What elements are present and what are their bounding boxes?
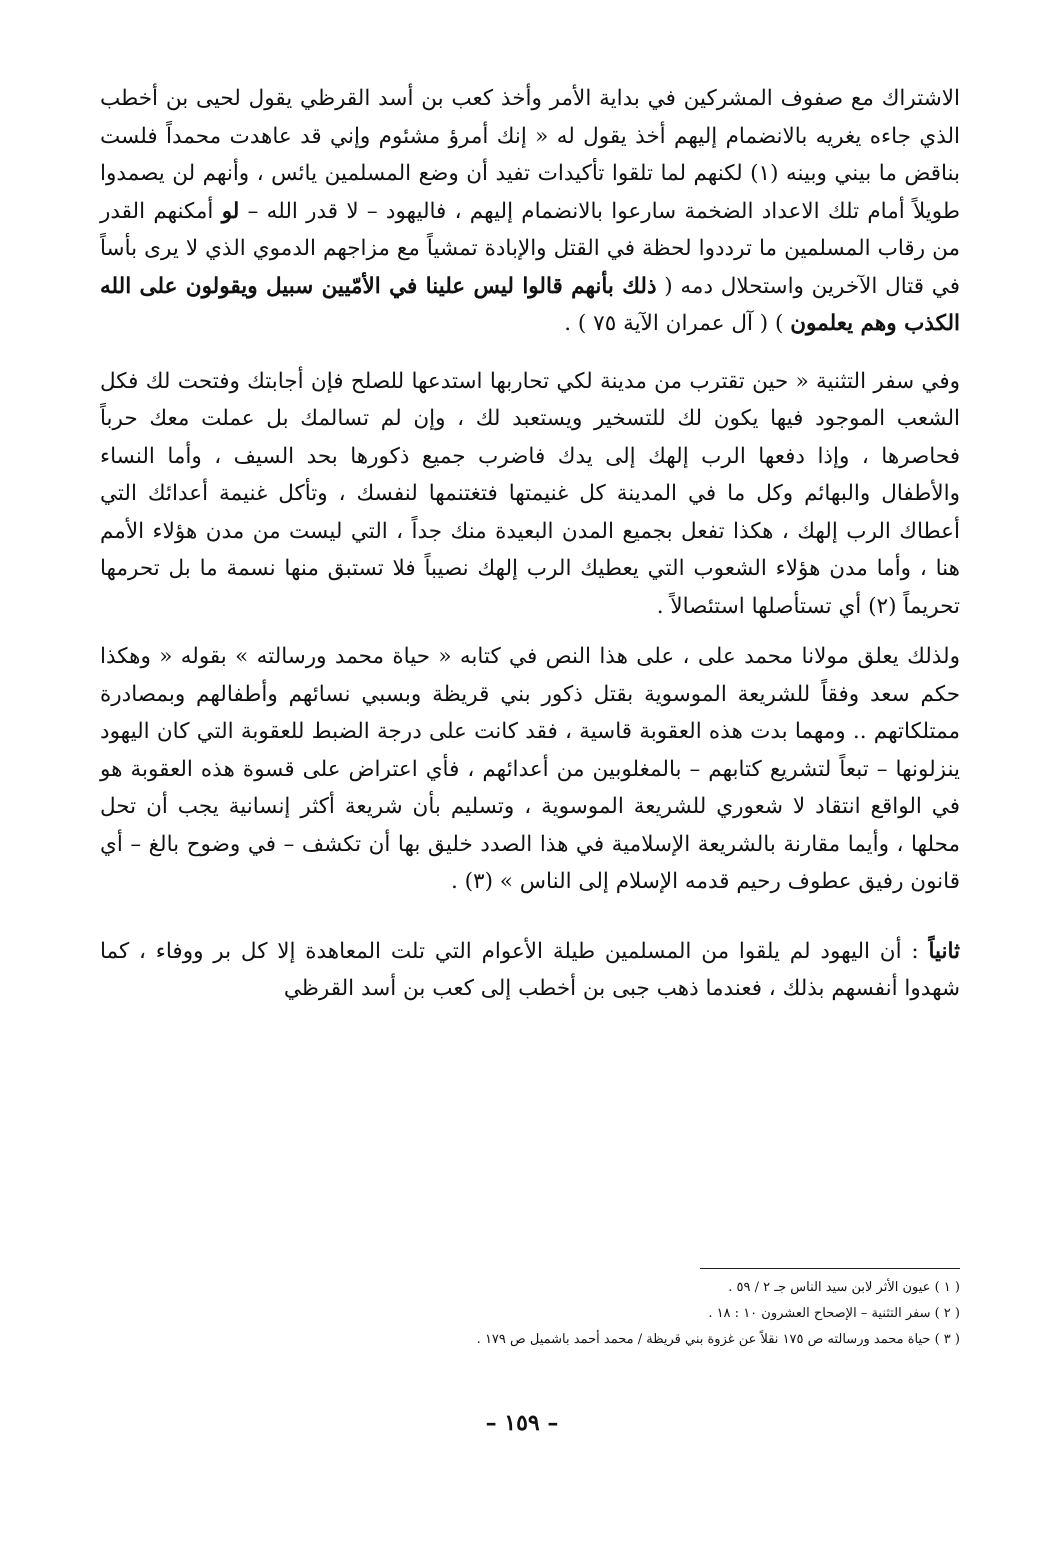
page-number: – ١٥٩ – [485,1410,559,1436]
paragraph-4 [100,933,960,1008]
paragraph-3: ولذلك يعلق مولانا محمد على ، على هذا النص في كتابه « حياة محمد ورسالته » بقوله « وهكذا حكم سعد وفقاً للشريعة الموسوية بقتل ذكور بني قريظة وبسبي نسائهم وأطفالهم وبمصادرة ممتلكاتهم .. ومهما بدت هذه العقوبة قاسية ، فقد كانت على درجة الضبط للعقوبة التي كان اليهود ينزلونها – تبعاً لتشريع كتابهم – بالمغلوبين من أعدائهم ، فأي اعتراض على قسوة هذه العقوبة هو في الواقع انتقاد لا شعوري للشريعة الموسوية ، وتسليم بأن شريعة أكثر إنسانية يجب أن تحل محلها ، وأيما مقارنة بالشريعة الإسلامية في هذا الصدد خليق بها أن تكشف – في وضوح بالغ – أي قانون رفيق عطوف رحيم قدمه الإسلام إلى الناس » (٣) . [100,644,960,894]
footnote-2: ( ٢ ) سفر التثنية – الإصحاح العشرون ١٠ : ١٨ . [708,1306,960,1321]
paragraph-1-text-a: الاشتراك مع صفوف المشركين في بداية الأمر وأخذ كعب بن أسد القرظي يقول لحيى بن أخطب الذي جاءه يغريه بالانضمام إليهم أخذ يقول له « إنك أمرؤ مشئوم وإني قد عاهدت محمداً فلست بناقض ما بيني وبينه (١) لكنهم لما تلقوا تأكيدات تفيد أن وضع المسلمين يائس ، وأنهم لن يصمدوا طويلاً أمام تلك الاعداد الضخمة سارعوا بالانضمام إليهم ، فاليهود – لا قدر الله – [100,86,961,224]
paragraph-1-bold-word: لو [221,198,240,224]
footnote-1: ( ١ ) عيون الأثر لابن سيد الناس جـ ٢ / ٥٩ . [728,1280,960,1295]
paragraph-4-text: : أن اليهود لم يلقوا من المسلمين طيلة الأعوام التي تلت المعاهدة إلا كل بر ووفاء ، كما شهدوا أنفسهم بذلك ، فعندما ذهب جبى بن أخطب إلى كعب بن أسد القرظي [100,938,960,1001]
footnotes [340,1268,960,1353]
paragraph-1-text-b: أمكنهم القدر من رقاب المسلمين ما ترددوا لحظة في القتل والإبادة تمشياً مع مزاجهم الدموي الذي لا يرى بأساً في قتال الآخرين واستحلال دمه ( [100,198,960,299]
paragraph-2: وفي سفر التثنية « حين تقترب من مدينة لكي تحاربها استدعها للصلح فإن أجابتك وفتحت لك فكل الشعب الموجود فيها يكون لك للتسخير ويستعبد لك ، وإن لم تسالمك بل عملت معك حرباً فحاصرها ، وإذا دفعها الرب إلهك إلى يدك فاضرب جميع ذكورها بحد السيف ، وأما النساء والأطفال والبهائم وكل ما في المدينة كل غنيمتها فتغتنمها لنفسك ، وتأكل غنيمة أعدائك التي أعطاك الرب إلهك ، هكذا تفعل بجميع المدن البعيدة منك جداً ، التي ليست من مدن هؤلاء الأمم هنا ، وأما مدن هؤلاء الشعوب التي يعطيك الرب إلهك نصيباً فلا تستبق منها نسمة ما بل تحرمها تحريماً (٢) أي تستأصلها استئصالاً . [100,368,960,619]
footnote-divider [700,1268,960,1269]
page-body [100,80,960,1008]
paragraph-1-citation: ) ( آل عمران الآية ٧٥ ) . [564,311,784,336]
quran-verse: ذلك بأنهم قالوا ليس علينا في الأمّيين سبيل ويقولون على الله الكذب وهم يعلمون [100,273,960,336]
paragraph-4-lead: ثانياً [928,938,960,964]
footnote-3: ( ٣ ) حياة محمد ورسالته ص ١٧٥ نقلاً عن غزوة بني قريظة / محمد أحمد باشميل ص ١٧٩ . [476,1332,960,1347]
paragraph-1 [100,80,960,343]
